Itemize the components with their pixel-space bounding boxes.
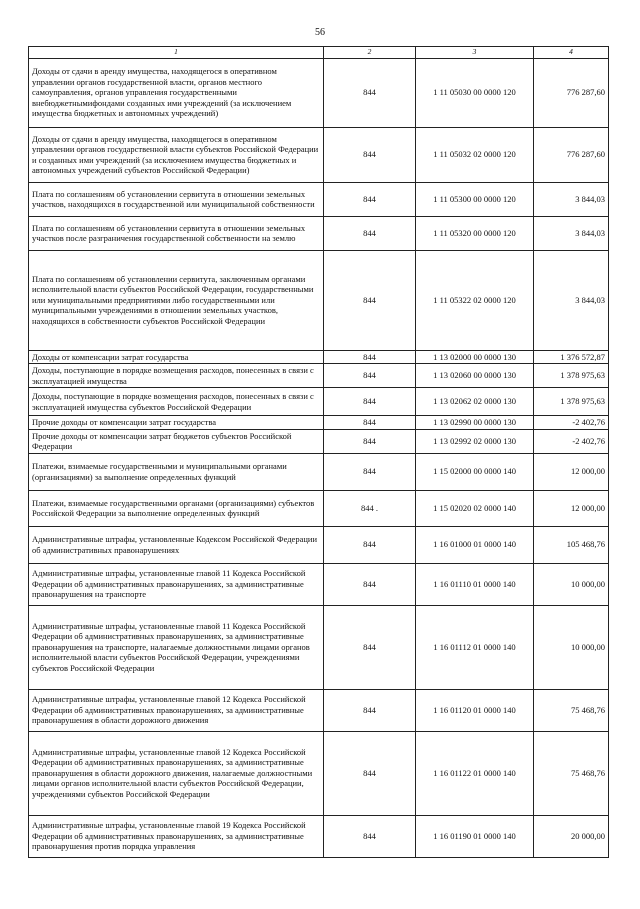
classification-code: 1 16 01000 01 0000 140 xyxy=(416,526,534,563)
amount: 1 376 572,87 xyxy=(534,350,609,364)
amount: 3 844,03 xyxy=(534,216,609,250)
classification-code: 1 11 05322 02 0000 120 xyxy=(416,250,534,350)
revenue-table xyxy=(28,46,609,858)
admin-code: 844 xyxy=(324,58,416,127)
admin-code: 844 xyxy=(324,350,416,364)
table-row xyxy=(29,127,609,182)
table-header-row xyxy=(29,47,609,59)
amount: 105 468,76 xyxy=(534,526,609,563)
table-row xyxy=(29,388,609,416)
table-row xyxy=(29,429,609,453)
table-row xyxy=(29,731,609,815)
row-description: Платежи, взимаемые государственными и муниципальными органами (организациями) за выполнение определенных функций xyxy=(29,453,324,490)
amount: 1 378 975,63 xyxy=(534,364,609,388)
row-description: Административные штрафы, установленные главой 12 Кодекса Российской Федерации об административных правонарушениях, за административные правонарушения в области дорожного движения, налагаемые должностными лицами органов исполнительной власти субъектов Российской Федерации, учреждениями субъектов Российской Федерации xyxy=(29,731,324,815)
classification-code: 1 11 05030 00 0000 120 xyxy=(416,58,534,127)
table-row xyxy=(29,216,609,250)
amount: 75 468,76 xyxy=(534,731,609,815)
table-row xyxy=(29,526,609,563)
classification-code: 1 16 01110 01 0000 140 xyxy=(416,563,534,605)
amount: 1 378 975,63 xyxy=(534,388,609,416)
classification-code: 1 13 02990 00 0000 130 xyxy=(416,416,534,430)
amount: 776 287,60 xyxy=(534,58,609,127)
row-description: Административные штрафы, установленные главой 11 Кодекса Российской Федерации об административных правонарушениях, за административные правонарушения на транспорте xyxy=(29,563,324,605)
row-description: Платежи, взимаемые государственными органами (организациями) субъектов Российской Федерации за выполнение определенных функций xyxy=(29,490,324,526)
admin-code: 844 xyxy=(324,127,416,182)
row-description: Административные штрафы, установленные Кодексом Российской Федерации об административных правонарушениях xyxy=(29,526,324,563)
classification-code: 1 11 05032 02 0000 120 xyxy=(416,127,534,182)
amount: 20 000,00 xyxy=(534,815,609,857)
table-row xyxy=(29,815,609,857)
amount: 75 468,76 xyxy=(534,689,609,731)
admin-code: 844 xyxy=(324,453,416,490)
amount: 12 000,00 xyxy=(534,453,609,490)
classification-code: 1 16 01112 01 0000 140 xyxy=(416,605,534,689)
classification-code: 1 15 02000 00 0000 140 xyxy=(416,453,534,490)
admin-code: 844 . xyxy=(324,490,416,526)
amount: -2 402,76 xyxy=(534,429,609,453)
row-description: Плата по соглашениям об установлении сервитута в отношении земельных участков, находящихся в государственной или муниципальной собственности xyxy=(29,182,324,216)
row-description: Доходы, поступающие в порядке возмещения расходов, понесенных в связи с эксплуатацией имущества xyxy=(29,364,324,388)
table-row xyxy=(29,490,609,526)
page-number: 56 xyxy=(315,27,325,38)
classification-code: 1 13 02062 02 0000 130 xyxy=(416,388,534,416)
row-description: Доходы, поступающие в порядке возмещения расходов, понесенных в связи с эксплуатацией имущества субъектов Российской Федерации xyxy=(29,388,324,416)
classification-code: 1 13 02992 02 0000 130 xyxy=(416,429,534,453)
column-header: 2 xyxy=(324,47,416,59)
table-row xyxy=(29,250,609,350)
row-description: Плата по соглашениям об установлении сервитута, заключенным органами исполнительной власти субъектов Российской Федерации, государственными или муниципальными предприятиями либо государственными или муниципальными учреждениями в отношении земельных участков, находящихся в собственности субъектов Российской Федерации xyxy=(29,250,324,350)
admin-code: 844 xyxy=(324,605,416,689)
table-row xyxy=(29,350,609,364)
table-row xyxy=(29,58,609,127)
classification-code: 1 15 02020 02 0000 140 xyxy=(416,490,534,526)
row-description: Административные штрафы, установленные главой 19 Кодекса Российской Федерации об административных правонарушениях, за административные правонарушения против порядка управления xyxy=(29,815,324,857)
column-header: 1 xyxy=(29,47,324,59)
row-description: Административные штрафы, установленные главой 11 Кодекса Российской Федерации об административных правонарушениях, за административные правонарушения на транспорте, налагаемые должностными лицами органов исполнительной власти субъектов Российской Федерации, учреждениями субъектов Российской Федерации xyxy=(29,605,324,689)
row-description: Плата по соглашениям об установлении сервитута в отношении земельных участков после разграничения государственной собственности на землю xyxy=(29,216,324,250)
row-description: Прочие доходы от компенсации затрат бюджетов субъектов Российской Федерации xyxy=(29,429,324,453)
amount: -2 402,76 xyxy=(534,416,609,430)
row-description: Доходы от сдачи в аренду имущества, находящегося в оперативном управлении органов государственной власти субъектов Российской Федерации и созданных ими учреждений (за исключением имущества бюджетных и автономных учреждений субъектов Российской Федерации) xyxy=(29,127,324,182)
row-description: Прочие доходы от компенсации затрат государства xyxy=(29,416,324,430)
amount: 10 000,00 xyxy=(534,605,609,689)
admin-code: 844 xyxy=(324,731,416,815)
table-row xyxy=(29,563,609,605)
admin-code: 844 xyxy=(324,815,416,857)
admin-code: 844 xyxy=(324,182,416,216)
column-header: 4 xyxy=(534,47,609,59)
admin-code: 844 xyxy=(324,364,416,388)
admin-code: 844 xyxy=(324,563,416,605)
classification-code: 1 11 05300 00 0000 120 xyxy=(416,182,534,216)
admin-code: 844 xyxy=(324,416,416,430)
table-row xyxy=(29,689,609,731)
table-row xyxy=(29,182,609,216)
classification-code: 1 13 02060 00 0000 130 xyxy=(416,364,534,388)
amount: 776 287,60 xyxy=(534,127,609,182)
row-description: Административные штрафы, установленные главой 12 Кодекса Российской Федерации об административных правонарушениях, за административные правонарушения в области дорожного движения xyxy=(29,689,324,731)
table-row xyxy=(29,416,609,430)
classification-code: 1 16 01122 01 0000 140 xyxy=(416,731,534,815)
admin-code: 844 xyxy=(324,429,416,453)
column-header: 3 xyxy=(416,47,534,59)
table-row xyxy=(29,364,609,388)
amount: 3 844,03 xyxy=(534,250,609,350)
admin-code: 844 xyxy=(324,250,416,350)
table-row xyxy=(29,453,609,490)
classification-code: 1 13 02000 00 0000 130 xyxy=(416,350,534,364)
amount: 10 000,00 xyxy=(534,563,609,605)
admin-code: 844 xyxy=(324,689,416,731)
classification-code: 1 11 05320 00 0000 120 xyxy=(416,216,534,250)
row-description: Доходы от сдачи в аренду имущества, находящегося в оперативном управлении органов государственной власти, органов местного самоуправления, органов управления государственными внебюджетнымифондами созданных ими учреждений (за исключением имущества бюджетных и автономных учреждений) xyxy=(29,58,324,127)
admin-code: 844 xyxy=(324,388,416,416)
amount: 3 844,03 xyxy=(534,182,609,216)
amount: 12 000,00 xyxy=(534,490,609,526)
classification-code: 1 16 01190 01 0000 140 xyxy=(416,815,534,857)
row-description: Доходы от компенсации затрат государства xyxy=(29,350,324,364)
table-row xyxy=(29,605,609,689)
classification-code: 1 16 01120 01 0000 140 xyxy=(416,689,534,731)
admin-code: 844 xyxy=(324,216,416,250)
admin-code: 844 xyxy=(324,526,416,563)
